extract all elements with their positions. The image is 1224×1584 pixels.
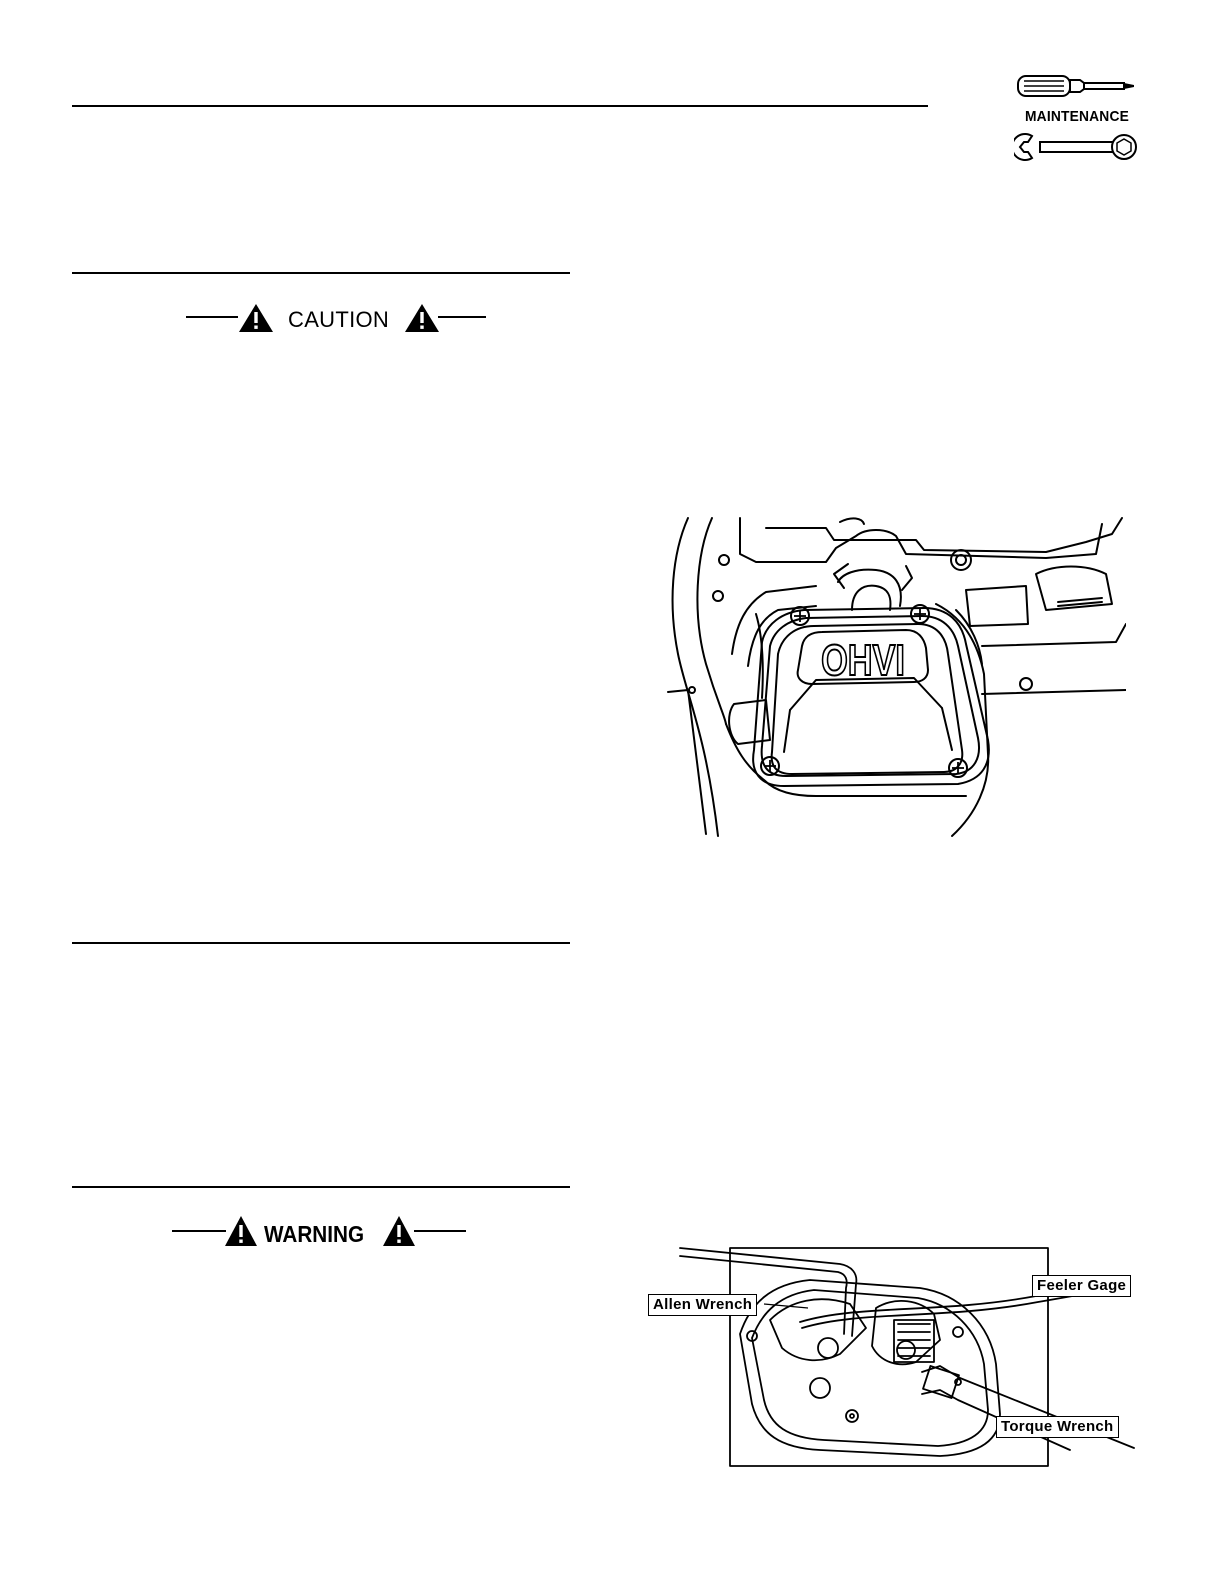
warning-triangle-icon [382, 1215, 416, 1247]
callout-feeler-gage: Feeler Gage [1032, 1275, 1131, 1297]
warning-label: WARNING [264, 1221, 365, 1247]
warning-triangle-icon [238, 303, 274, 333]
screwdriver-icon [1014, 70, 1140, 104]
valve-cover-illustration [666, 514, 1126, 838]
section-rule [72, 942, 570, 944]
header-rule [72, 105, 928, 107]
caution-line-right [438, 316, 486, 318]
warning-banner [172, 1212, 466, 1256]
warning-line-right [414, 1230, 466, 1232]
section-rule [72, 1186, 570, 1188]
caution-line-left [186, 316, 238, 318]
valve-adjustment-figure [640, 1244, 1136, 1470]
caution-banner [186, 298, 488, 342]
warning-triangle-icon [404, 303, 440, 333]
callout-allen-wrench: Allen Wrench [648, 1294, 757, 1316]
maintenance-icon-block [1014, 70, 1140, 166]
section-rule [72, 272, 570, 274]
wrench-icon [1014, 130, 1140, 164]
caution-label: CAUTION [288, 307, 390, 332]
maintenance-label: MAINTENANCE [1025, 108, 1129, 125]
callout-torque-wrench: Torque Wrench [996, 1416, 1119, 1438]
warning-line-left [172, 1230, 226, 1232]
ohvi-emboss-text: OHVI [821, 635, 905, 686]
warning-triangle-icon [224, 1215, 258, 1247]
